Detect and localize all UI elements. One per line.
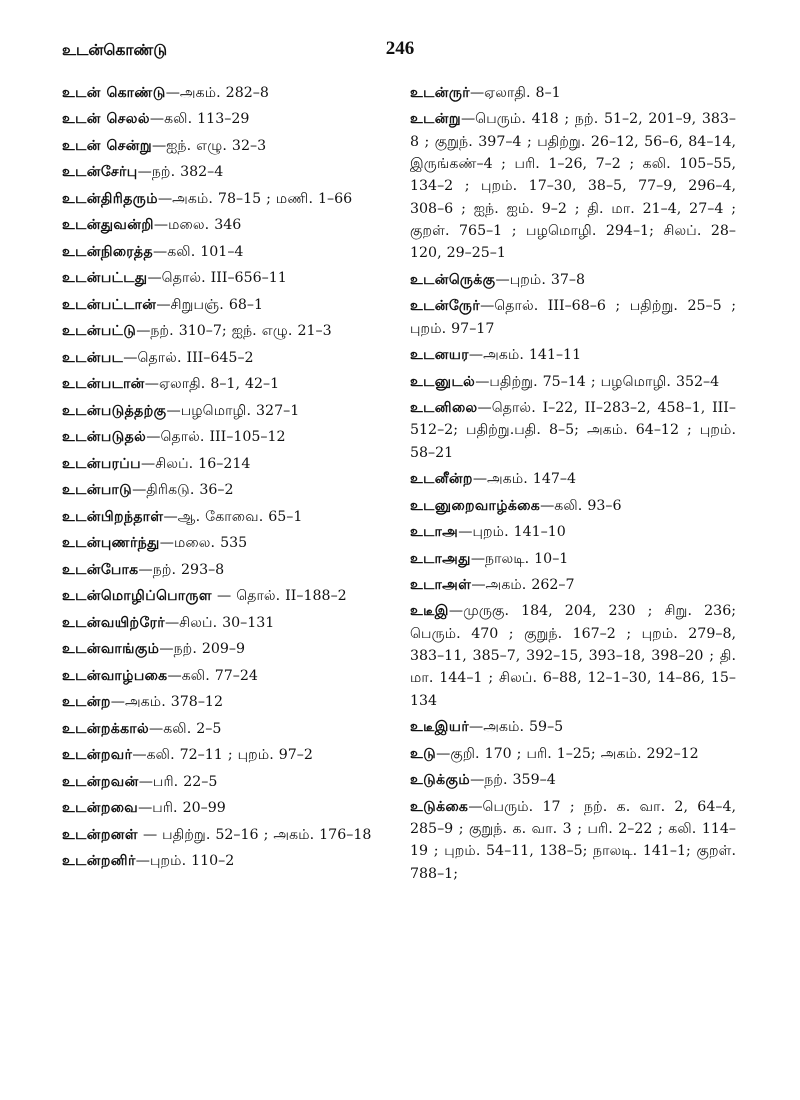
index-entry: [410, 295, 736, 340]
index-entry: [62, 532, 392, 554]
headword: உடன்ற: [62, 694, 111, 711]
index-entry: [410, 468, 736, 490]
references: —பதிற்று. 75–14 ; பழமொழி. 352–4: [475, 373, 720, 390]
index-entry: [62, 665, 392, 687]
index-entry: [62, 267, 392, 289]
references: —கலி. 77–24: [167, 667, 258, 684]
headword: உடன்பட்டான்: [62, 296, 157, 313]
index-entry: [62, 320, 392, 342]
index-entry: [410, 600, 736, 711]
headword: உடன்படுதல்: [62, 429, 147, 446]
references: —அகம். 59–5: [469, 719, 564, 736]
references: —பரி. 22–5: [138, 773, 218, 790]
headword: உடன்வாழ்பகை: [62, 667, 168, 684]
references: —நற். 209–9: [159, 641, 246, 658]
references: —அகம். 262–7: [471, 577, 575, 593]
index-entry: [62, 824, 392, 846]
headword: உடனீன்ற: [410, 471, 473, 488]
headword: உடன்றக்கால்: [62, 720, 150, 737]
references: —தொல். III–105–12: [146, 429, 286, 446]
headword: உடன்போக: [62, 561, 139, 578]
references: —கலி. 113–29: [149, 111, 250, 128]
headword: உடன்மொழிப்பொருள: [62, 588, 212, 605]
page-number: 246: [385, 38, 415, 59]
index-entry: [410, 521, 736, 543]
headword: உடாஅள்: [410, 577, 472, 593]
references: —கலி. 72–11 ; புறம். 97–2: [132, 747, 313, 764]
headword: உடன்ருர்: [410, 85, 470, 101]
index-entry: [62, 585, 392, 607]
references: —பெரும். 418 ; நற். 51–2, 201–9, 383–8 ; குறுந். 397–4 ; பதிற்று. 26–12, 56–6, 84–14, இருங்கண்–4 ; பரி. 1–26, 7–2 ; கலி. 105–55, 134–2 ; புறம். 17–30, 38–5, 77–9, 296–4, 308–6 ; ஐந். ஐம். 9–2 ; தி. மா. 21–4, 27–4 ; குறள். 765–1 ; பழமொழி. 294–1; சிலப். 28–120, 29–25–1: [410, 111, 736, 262]
references: —அகம். 147–4: [472, 471, 577, 488]
index-entry: [62, 426, 392, 448]
references: —ஆ. கோவை. 65–1: [163, 508, 303, 525]
index-entry: [410, 397, 736, 464]
references: —தொல். III–645–2: [123, 349, 254, 366]
headword: உடன்புணர்ந்து: [62, 535, 160, 552]
headword: உடாஅது: [410, 550, 471, 567]
index-entry: [62, 850, 392, 872]
headword: உடுக்கும்: [410, 772, 471, 789]
headword: உடன்றனள்: [62, 826, 138, 843]
headword: உடனயர: [410, 347, 469, 364]
references: —ஏலாதி. 8–1: [469, 85, 561, 101]
headword: உடன்றவன்: [62, 773, 139, 790]
index-entry: [410, 108, 736, 264]
headword: உடன்நிரைத்த: [62, 243, 154, 260]
index-entry: [62, 559, 392, 581]
index-entry: [410, 371, 736, 393]
references: —தொல். I–22, II–283–2, 458–1, III–512–2; பதிற்று.பதி. 8–5; அகம். 64–12 ; புறம். 58–21: [410, 399, 736, 461]
headword: உடன் சென்று: [62, 137, 152, 154]
headword: உடன்வாங்கும்: [62, 641, 160, 658]
left-column: [62, 82, 392, 877]
headword: உடீஇ: [410, 603, 449, 620]
index-entry: [62, 82, 392, 104]
index-entry: [62, 135, 392, 157]
references: —நற். 310–7; ஐந். எழு. 21–3: [136, 323, 332, 340]
references: —அகம். 378–12: [110, 694, 223, 711]
headword: உடன்றவர்: [62, 747, 133, 764]
headword: உடன்பட்டது: [62, 270, 148, 287]
index-entry: [410, 269, 736, 291]
headword: உடன்ருெக்கு: [410, 271, 496, 288]
index-entry: [62, 453, 392, 475]
references: —கலி. 93–6: [540, 497, 622, 514]
headword: உடன்பட: [62, 349, 124, 366]
references: —கலி. 2–5: [149, 720, 222, 737]
references: —நற். 359–4: [470, 772, 556, 789]
references: —திரிகடு. 36–2: [132, 482, 234, 499]
index-entry: [62, 744, 392, 766]
references: —கலி. 101–4: [153, 243, 244, 260]
headword: உடன்திரிதரும்: [62, 190, 158, 207]
index-entry: [410, 769, 736, 791]
references: —பரி. 20–99: [138, 800, 226, 817]
headword: உடன்ருேர்: [410, 298, 481, 315]
running-head: உடன்கொண்டு: [62, 40, 168, 59]
references: —புறம். 141–10: [458, 524, 566, 541]
headword: உடன்றவை: [62, 800, 139, 817]
index-entry: [62, 771, 392, 793]
index-entry: [62, 373, 392, 395]
references: —சிலப். 30–131: [164, 614, 275, 631]
references: —அகம். 282–8: [165, 85, 269, 101]
index-entry: [410, 743, 736, 765]
index-entry: [62, 400, 392, 422]
headword: உடனுறைவாழ்க்கை: [410, 497, 541, 514]
headword: உடன்சேர்பு: [62, 164, 138, 181]
index-entry: [62, 214, 392, 236]
index-entry: [410, 495, 736, 517]
references: —அகம். 78–15 ; மணி. 1–66: [157, 190, 353, 207]
headword: உடாஅ: [410, 524, 459, 541]
index-entry: [410, 344, 736, 366]
headword: உடு: [410, 745, 437, 762]
references: —பழமொழி. 327–1: [166, 402, 300, 419]
headword: உடன்படுத்தற்கு: [62, 402, 167, 419]
references: — தொல். II–188–2: [211, 588, 347, 605]
references: —ஐந். எழு. 32–3: [151, 137, 267, 154]
index-entry: [62, 241, 392, 263]
headword: உடனுடல்: [410, 373, 476, 390]
references: —மலை. 535: [159, 535, 248, 552]
index-entry: [62, 161, 392, 183]
headword: உடன்பட்டு: [62, 323, 137, 340]
headword: உடுக்கை: [410, 798, 469, 815]
index-entry: [62, 691, 392, 713]
headword: உடன்வயிற்ரேர்: [62, 614, 165, 631]
headword: உடன்பிறந்தாள்: [62, 508, 164, 525]
index-entry: [62, 718, 392, 740]
index-entry: [410, 796, 736, 885]
references: —பெரும். 17 ; நற். க. வா. 2, 64–4, 285–9 ; குறுந். க. வா. 3 ; பரி. 2–22 ; கலி. 114–19 ; புறம். 54–11, 138–5; நாலடி. 141–1; குறள். 788–1;: [410, 798, 736, 882]
references: —மலை. 346: [153, 217, 242, 234]
index-entry: [62, 612, 392, 634]
index-entry: [410, 548, 736, 570]
right-column: [410, 82, 736, 889]
references: —சிறுபஞ். 68–1: [156, 296, 263, 313]
index-entry: [410, 574, 736, 596]
headword: உடன்பரப்ப: [62, 455, 142, 472]
references: —நற். 382–4: [137, 164, 224, 181]
headword: உடன்படான்: [62, 376, 145, 393]
index-entry: [62, 347, 392, 369]
references: —நாலடி. 10–1: [470, 550, 569, 567]
index-entry: [62, 479, 392, 501]
references: —புறம். 110–2: [135, 853, 235, 870]
index-entry: [62, 506, 392, 528]
headword: உடன் செலல்: [62, 111, 150, 128]
index-entry: [410, 716, 736, 738]
index-entry: [62, 638, 392, 660]
headword: உடன்பாடு: [62, 482, 133, 499]
index-entry: [62, 188, 392, 210]
index-entry: [62, 797, 392, 819]
references: —குறி. 170 ; பரி. 1–25; அகம். 292–12: [436, 745, 699, 762]
references: —அகம். 141–11: [468, 347, 582, 364]
headword: உடன்றனிர்: [62, 853, 136, 870]
references: —நற். 293–8: [138, 561, 225, 578]
headword: உடீஇயர்: [410, 719, 470, 736]
headword: உடனிலை: [410, 399, 478, 416]
references: —சிலப். 16–214: [141, 455, 251, 472]
headword: உடன் கொண்டு: [62, 85, 166, 101]
headword: உடன்துவன்றி: [62, 217, 154, 234]
index-entry: [410, 82, 736, 104]
references: —தொல். III–656–11: [147, 270, 287, 287]
references: —தொல். III–68–6 ; பதிற்று. 25–5 ; புறம். 97–17: [410, 298, 736, 337]
references: —ஏலாதி. 8–1, 42–1: [144, 376, 280, 393]
index-entry: [62, 108, 392, 130]
references: — பதிற்று. 52–16 ; அகம். 176–18: [137, 826, 372, 843]
index-entry: [62, 294, 392, 316]
headword: உடன்று: [410, 111, 461, 128]
references: —முருகு. 184, 204, 230 ; சிறு. 236; பெரும். 470 ; குறுந். 167–2 ; புறம். 279–8, 383–11, 385–7, 392–15, 393–18, 398–20 ; தி. மா. 144–1 ; சிலப். 6–88, 12–1–30, 14–86, 15–134: [410, 603, 736, 709]
references: —புறம். 37–8: [495, 271, 586, 288]
